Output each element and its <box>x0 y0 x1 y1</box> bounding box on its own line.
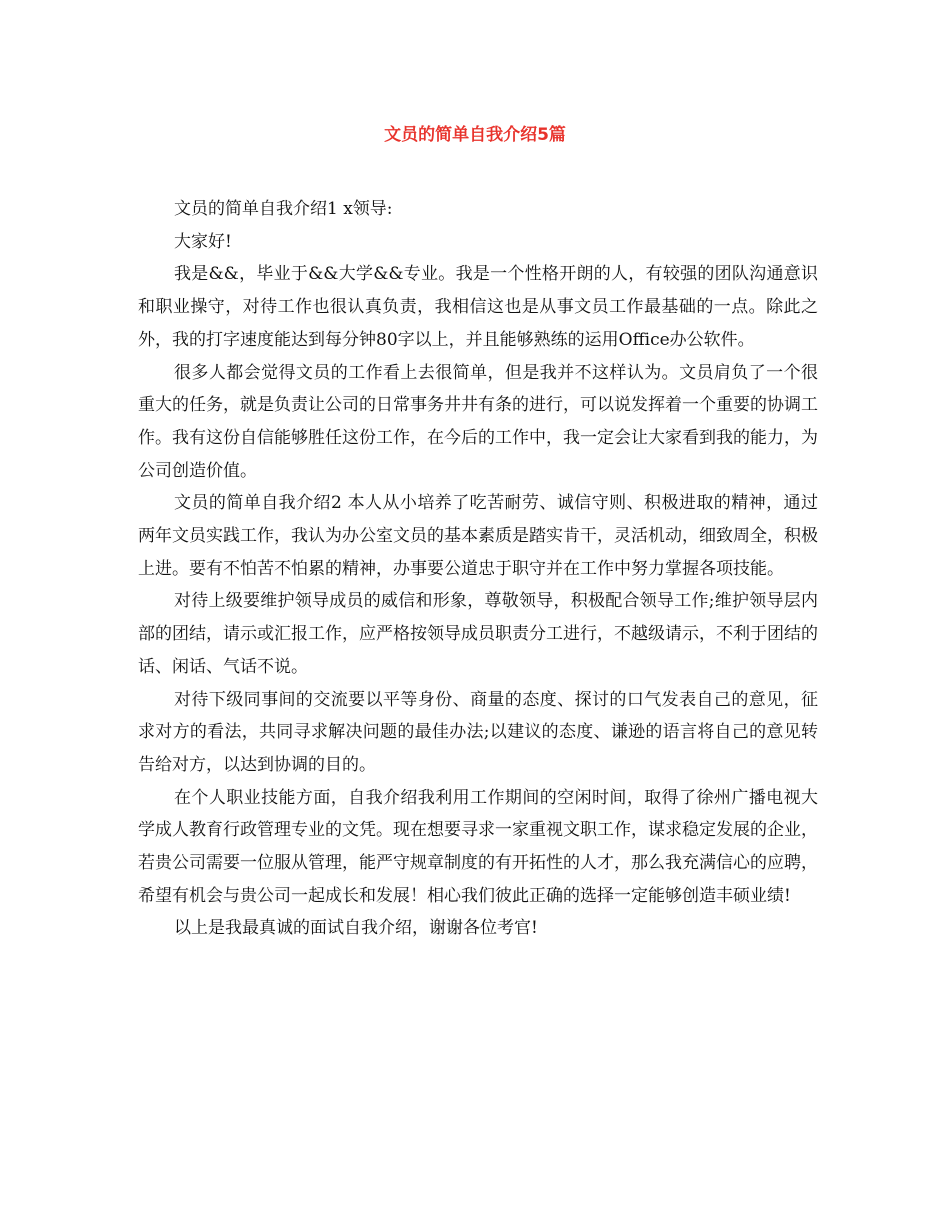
paragraph-9: 以上是我最真诚的面试自我介绍，谢谢各位考官! <box>174 918 538 939</box>
paragraph-6: 对待上级要维护领导成员的威信和形象，尊敬领导，积极配合领导工作;维护领导层内部的团结，请示或汇报工作，应严格按领导成员职责分工进行，不越级请示，不利于团结的话、闲话、气话不说。 <box>138 591 818 677</box>
document-body <box>138 193 818 945</box>
paragraph-2: 大家好! <box>174 231 232 252</box>
paragraph-5: 文员的简单自我介绍2 本人从小培养了吃苦耐劳、诚信守则、积极进取的精神，通过两年文员实践工作，我认为办公室文员的基本素质是踏实肯干，灵活机动，细致周全，积极上进。要有不怕苦不怕累的精神，办事要公道忠于职守并在工作中努力掌握各项技能。 <box>138 493 818 579</box>
paragraph-8: 在个人职业技能方面，自我介绍我利用工作期间的空闲时间，取得了徐州广播电视大学成人教育行政管理专业的文凭。现在想要寻求一家重视文职工作，谋求稳定发展的企业，若贵公司需要一位服从管理，能严守规章制度的有开拓性的人才，那么我充满信心的应聘，希望有机会与贵公司一起成长和发展！相心我们彼此正确的选择一定能够创造丰硕业绩! <box>138 787 818 906</box>
paragraph-1: 文员的简单自我介绍1 x领导: <box>174 199 393 219</box>
paragraph-4: 很多人都会觉得文员的工作看上去很简单，但是我并不这样认为。文员肩负了一个很重大的任务，就是负责让公司的日常事务井井有条的进行，可以说发挥着一个重要的协调工作。我有这份自信能够胜任这份工作，在今后的工作中，我一定会让大家看到我的能力，为公司创造价值。 <box>138 362 818 481</box>
paragraph-7: 对待下级同事间的交流要以平等身份、商量的态度、探讨的口气发表自己的意见，征求对方的看法，共同寻求解决问题的最佳办法;以建议的态度、谦逊的语言将自己的意见转告给对方，以达到协调的目的。 <box>138 689 818 775</box>
document-title: 文员的简单自我介绍5篇 <box>384 125 566 145</box>
paragraph-3: 我是&&，毕业于&&大学&&专业。我是一个性格开朗的人，有较强的团队沟通意识和职业操守，对待工作也很认真负责，我相信这也是从事文员工作最基础的一点。除此之外，我的打字速度能达到每分钟80字以上，并且能够熟练的运用Office办公软件。 <box>138 264 818 350</box>
